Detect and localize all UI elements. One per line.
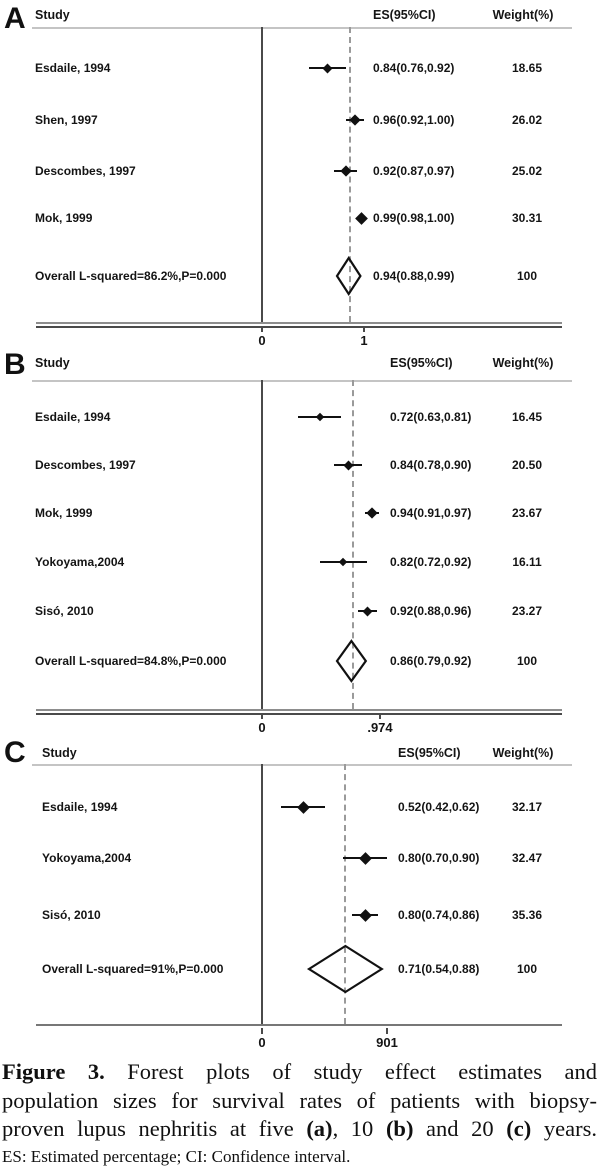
study-label: Yokoyama,2004 (42, 851, 132, 865)
es-value: 0.80(0.74,0.86) (398, 908, 480, 922)
axis-tick-label: 1 (360, 333, 368, 348)
overall-label: Overall L-squared=84.8%,P=0.000 (35, 654, 227, 668)
es-value: 0.82(0.72,0.92) (390, 555, 472, 569)
caption-panel-a-ref: (a) (306, 1116, 333, 1141)
weight-value: 18.65 (511, 61, 543, 75)
caption-text: proven lupus nephritis at five (2, 1116, 307, 1141)
weight-value: 16.11 (512, 555, 542, 569)
weight-value: 25.02 (511, 164, 543, 178)
caption-line-2 (2, 1087, 597, 1116)
column-header-es: ES(95%CI) (390, 356, 453, 370)
study-label: Descombes, 1997 (35, 458, 136, 472)
study-label: Esdaile, 1994 (35, 61, 111, 75)
es-value: 0.72(0.63,0.81) (390, 410, 472, 424)
caption-abbreviation-note: ES: Estimated percentage; CI: Confidence interval. (2, 1146, 351, 1166)
weight-value: 35.36 (511, 908, 543, 922)
overall-diamond (336, 640, 367, 682)
axis-tick-label: 0 (258, 720, 266, 735)
weight-value: 100 (516, 269, 538, 283)
caption-figure-number: Figure 3. (2, 1059, 105, 1084)
weight-value: 32.47 (511, 851, 543, 865)
study-label: Esdaile, 1994 (42, 800, 118, 814)
weight-value: 100 (516, 962, 538, 976)
weight-value: 16.45 (511, 410, 543, 424)
point-marker (315, 413, 323, 421)
es-value: 0.52(0.42,0.62) (398, 800, 480, 814)
axis-tick (261, 713, 263, 719)
axis-tick-label: .974 (367, 720, 393, 735)
caption-text: , 10 (332, 1116, 386, 1141)
es-value: 0.96(0.92,1.00) (373, 113, 455, 127)
caption-text: years. (531, 1116, 597, 1141)
es-value: 0.86(0.79,0.92) (390, 654, 472, 668)
es-value: 0.80(0.70,0.90) (398, 851, 480, 865)
axis-tick (363, 326, 365, 332)
caption-panel-b-ref: (b) (385, 1116, 414, 1141)
caption-panel-c-ref: (c) (506, 1116, 532, 1141)
x-axis-line (36, 322, 562, 328)
column-header-study: Study (35, 356, 70, 370)
point-marker (366, 507, 377, 518)
weight-value: 20.50 (511, 458, 543, 472)
study-label: Sisó, 2010 (42, 908, 101, 922)
study-label: Yokoyama,2004 (35, 555, 125, 569)
null-line (261, 27, 263, 322)
x-axis-line (36, 709, 562, 715)
panel-label-a: A (4, 2, 26, 35)
point-marker (297, 801, 310, 814)
es-value: 0.94(0.91,0.97) (390, 506, 472, 520)
panel-label-b: B (4, 348, 26, 381)
overall-label: Overall L-squared=86.2%,P=0.000 (35, 269, 227, 283)
axis-tick-label: 0 (258, 1035, 266, 1050)
point-marker (322, 63, 332, 73)
es-value: 0.84(0.78,0.90) (390, 458, 472, 472)
axis-tick-label: 901 (376, 1035, 398, 1050)
point-marker (359, 852, 372, 865)
overall-label: Overall L-squared=91%,P=0.000 (42, 962, 224, 976)
column-header-study: Study (42, 746, 77, 760)
es-value: 0.92(0.88,0.96) (390, 604, 472, 618)
es-value: 0.71(0.54,0.88) (398, 962, 480, 976)
es-value: 0.94(0.88,0.99) (373, 269, 455, 283)
header-divider (32, 380, 572, 382)
weight-value: 26.02 (511, 113, 543, 127)
header-divider (32, 27, 572, 29)
column-header-weight: Weight(%) (492, 356, 554, 370)
point-marker (339, 558, 347, 566)
column-header-weight: Weight(%) (492, 746, 554, 760)
weight-value: 23.27 (511, 604, 543, 618)
point-marker (362, 606, 372, 616)
es-value: 0.92(0.87,0.97) (373, 164, 455, 178)
panel-label-c: C (4, 736, 26, 769)
caption-text: Forest plots of study effect estimates and (104, 1059, 598, 1084)
study-label: Mok, 1999 (35, 506, 93, 520)
weight-value: 100 (516, 654, 538, 668)
es-value: 0.99(0.98,1.00) (373, 211, 455, 225)
weight-value: 32.17 (511, 800, 543, 814)
overall-diamond (336, 257, 361, 295)
column-header-es: ES(95%CI) (373, 8, 436, 22)
study-label: Mok, 1999 (35, 211, 93, 225)
caption-line-1 (2, 1058, 597, 1087)
axis-tick (386, 1028, 388, 1034)
overall-diamond (308, 945, 383, 993)
axis-tick-label: 0 (258, 333, 266, 348)
header-divider (32, 764, 572, 766)
caption-text: and 20 (413, 1116, 507, 1141)
es-value: 0.84(0.76,0.92) (373, 61, 455, 75)
axis-tick (261, 1028, 263, 1034)
caption-text: population sizes for survival rates of patients with biopsy- (2, 1087, 597, 1113)
x-axis-line (36, 1024, 562, 1026)
null-line (261, 764, 263, 1024)
study-label: Esdaile, 1994 (35, 410, 111, 424)
study-label: Sisó, 2010 (35, 604, 94, 618)
study-label: Descombes, 1997 (35, 164, 136, 178)
axis-tick (379, 713, 381, 719)
axis-tick (261, 326, 263, 332)
point-marker (359, 909, 372, 922)
column-header-es: ES(95%CI) (398, 746, 461, 760)
column-header-weight: Weight(%) (492, 8, 554, 22)
figure-caption (2, 1058, 597, 1167)
caption-line-3 (2, 1115, 597, 1144)
null-line (261, 380, 263, 709)
study-label: Shen, 1997 (35, 113, 98, 127)
point-marker (355, 212, 368, 225)
column-header-study: Study (35, 8, 70, 22)
weight-value: 23.67 (511, 506, 543, 520)
weight-value: 30.31 (511, 211, 543, 225)
